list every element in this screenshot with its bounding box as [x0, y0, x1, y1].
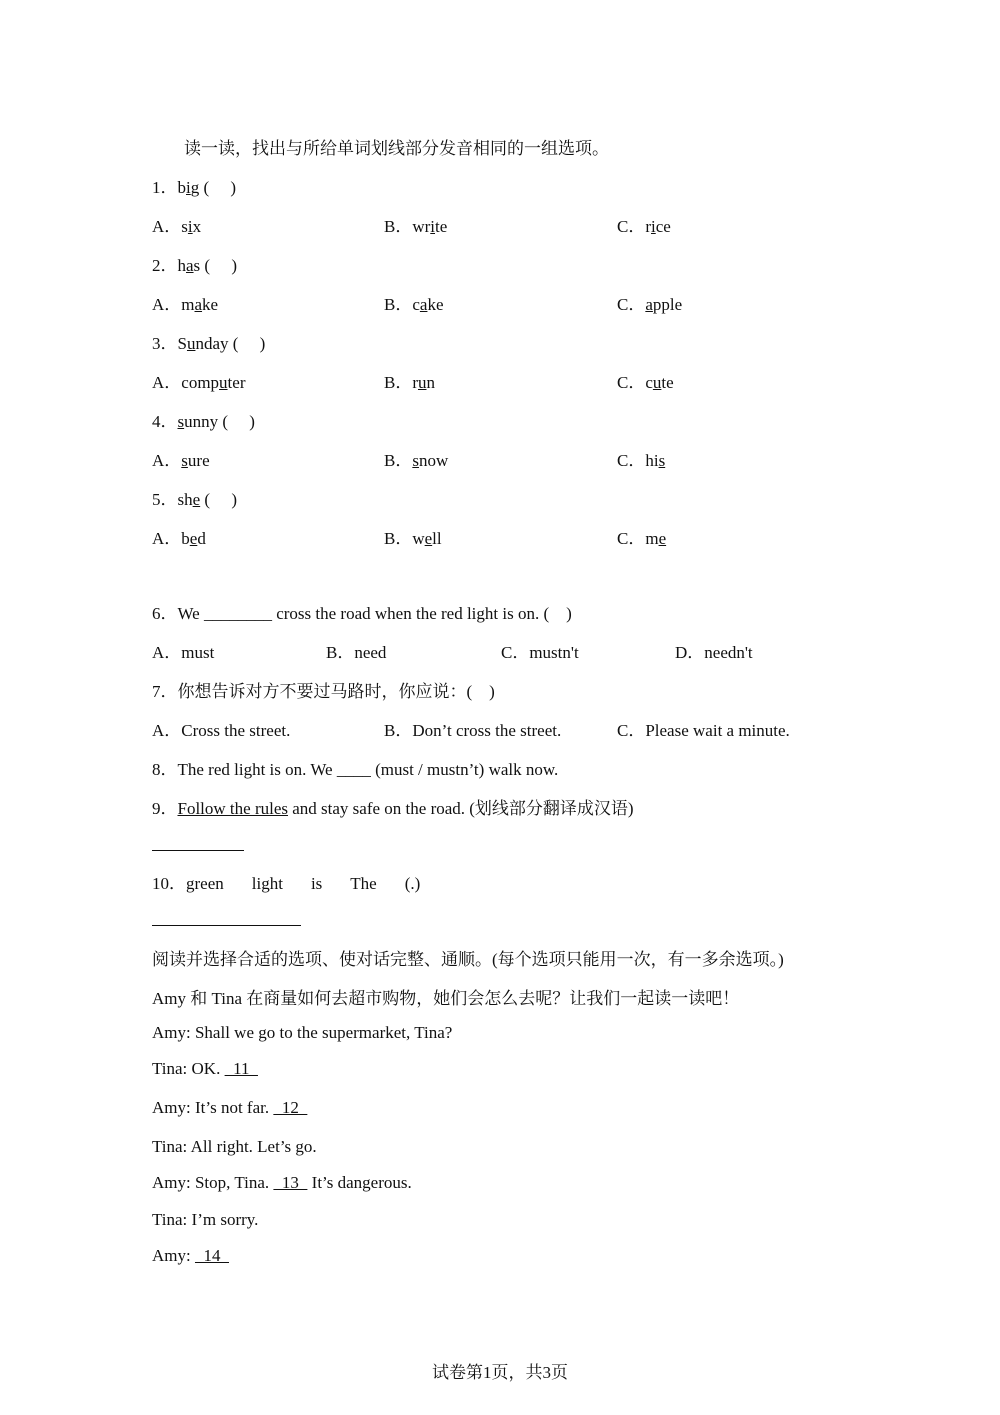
- reading-instruction: 阅读并选择合适的选项、使对话完整、通顺。(每个选项只能用一次，有一多余选项。): [152, 950, 784, 969]
- option-c[interactable]: C．Please wait a minute.: [617, 721, 790, 740]
- dialogue-line: Tina: All right. Let’s go.: [152, 1137, 317, 1156]
- question-2: 2．has ( ): [152, 256, 237, 275]
- option-c[interactable]: C．mustn't: [501, 643, 579, 662]
- dialogue-line: Amy: 14: [152, 1246, 229, 1265]
- answer-line-10[interactable]: [152, 924, 301, 926]
- option-b[interactable]: B．run: [384, 373, 435, 392]
- option-a[interactable]: A．computer: [152, 373, 246, 392]
- question-1-options: [152, 212, 852, 234]
- page-footer: 试卷第1页，共3页: [432, 1363, 568, 1382]
- option-a[interactable]: A．make: [152, 295, 219, 314]
- dialogue-line: Tina: I’m sorry.: [152, 1210, 259, 1229]
- option-a[interactable]: A．must: [152, 643, 215, 662]
- option-b[interactable]: B．write: [384, 217, 448, 236]
- blank-11[interactable]: 11: [224, 1059, 258, 1078]
- dialogue-line: Amy: It’s not far. 12: [152, 1098, 308, 1117]
- question-7-options: [152, 716, 852, 738]
- option-a[interactable]: A．six: [152, 217, 202, 236]
- question-4-options: [152, 446, 852, 468]
- option-c[interactable]: C．rice: [617, 217, 671, 236]
- question-1: 1．big ( ): [152, 178, 237, 197]
- question-4: 4．sunny ( ): [152, 412, 255, 431]
- option-c[interactable]: C．cute: [617, 373, 674, 392]
- option-b[interactable]: B．need: [326, 643, 387, 662]
- blank-12[interactable]: 12: [273, 1098, 308, 1117]
- section1-instruction: 读一读，找出与所给单词划线部分发音相同的一组选项。: [184, 139, 609, 158]
- option-b[interactable]: B．cake: [384, 295, 444, 314]
- dialogue-line: Amy: Shall we go to the supermarket, Tina?: [152, 1023, 453, 1042]
- question-5-options: [152, 524, 852, 546]
- dialogue-line: Amy: Stop, Tina. 13 It’s dangerous.: [152, 1173, 412, 1192]
- question-2-options: [152, 290, 852, 312]
- option-b[interactable]: B．Don’t cross the street.: [384, 721, 562, 740]
- question-9: 9．Follow the rules and stay safe on the road. (划线部分翻译成汉语): [152, 799, 634, 818]
- option-c[interactable]: C．his: [617, 451, 666, 470]
- option-c[interactable]: C．apple: [617, 295, 683, 314]
- question-5: 5．she ( ): [152, 490, 237, 509]
- blank-14[interactable]: 14: [194, 1246, 229, 1265]
- question-6: 6．We ________ cross the road when the red light is on. ( ): [152, 604, 572, 623]
- option-b[interactable]: B．snow: [384, 451, 449, 470]
- dialogue-line: Tina: OK. 11: [152, 1059, 258, 1078]
- question-6-options: [152, 638, 852, 660]
- option-d[interactable]: D．needn't: [675, 643, 753, 662]
- question-8: 8．The red light is on. We ____ (must / mustn’t) walk now.: [152, 760, 559, 779]
- option-a[interactable]: A．Cross the street.: [152, 721, 291, 740]
- option-b[interactable]: B．well: [384, 529, 442, 548]
- question-3-options: [152, 368, 852, 390]
- question-10: 10．green light is The (.): [152, 874, 421, 893]
- reading-intro: Amy 和 Tina 在商量如何去超市购物，她们会怎么去呢？让我们一起读一读吧！: [152, 989, 740, 1008]
- answer-line-9[interactable]: [152, 849, 244, 851]
- question-7: 7．你想告诉对方不要过马路时，你应说：( ): [152, 682, 495, 701]
- question-3: 3．Sunday ( ): [152, 334, 266, 353]
- blank-13[interactable]: 13: [273, 1173, 308, 1192]
- option-c[interactable]: C．me: [617, 529, 667, 548]
- option-a[interactable]: A．bed: [152, 529, 206, 548]
- option-a[interactable]: A．sure: [152, 451, 210, 470]
